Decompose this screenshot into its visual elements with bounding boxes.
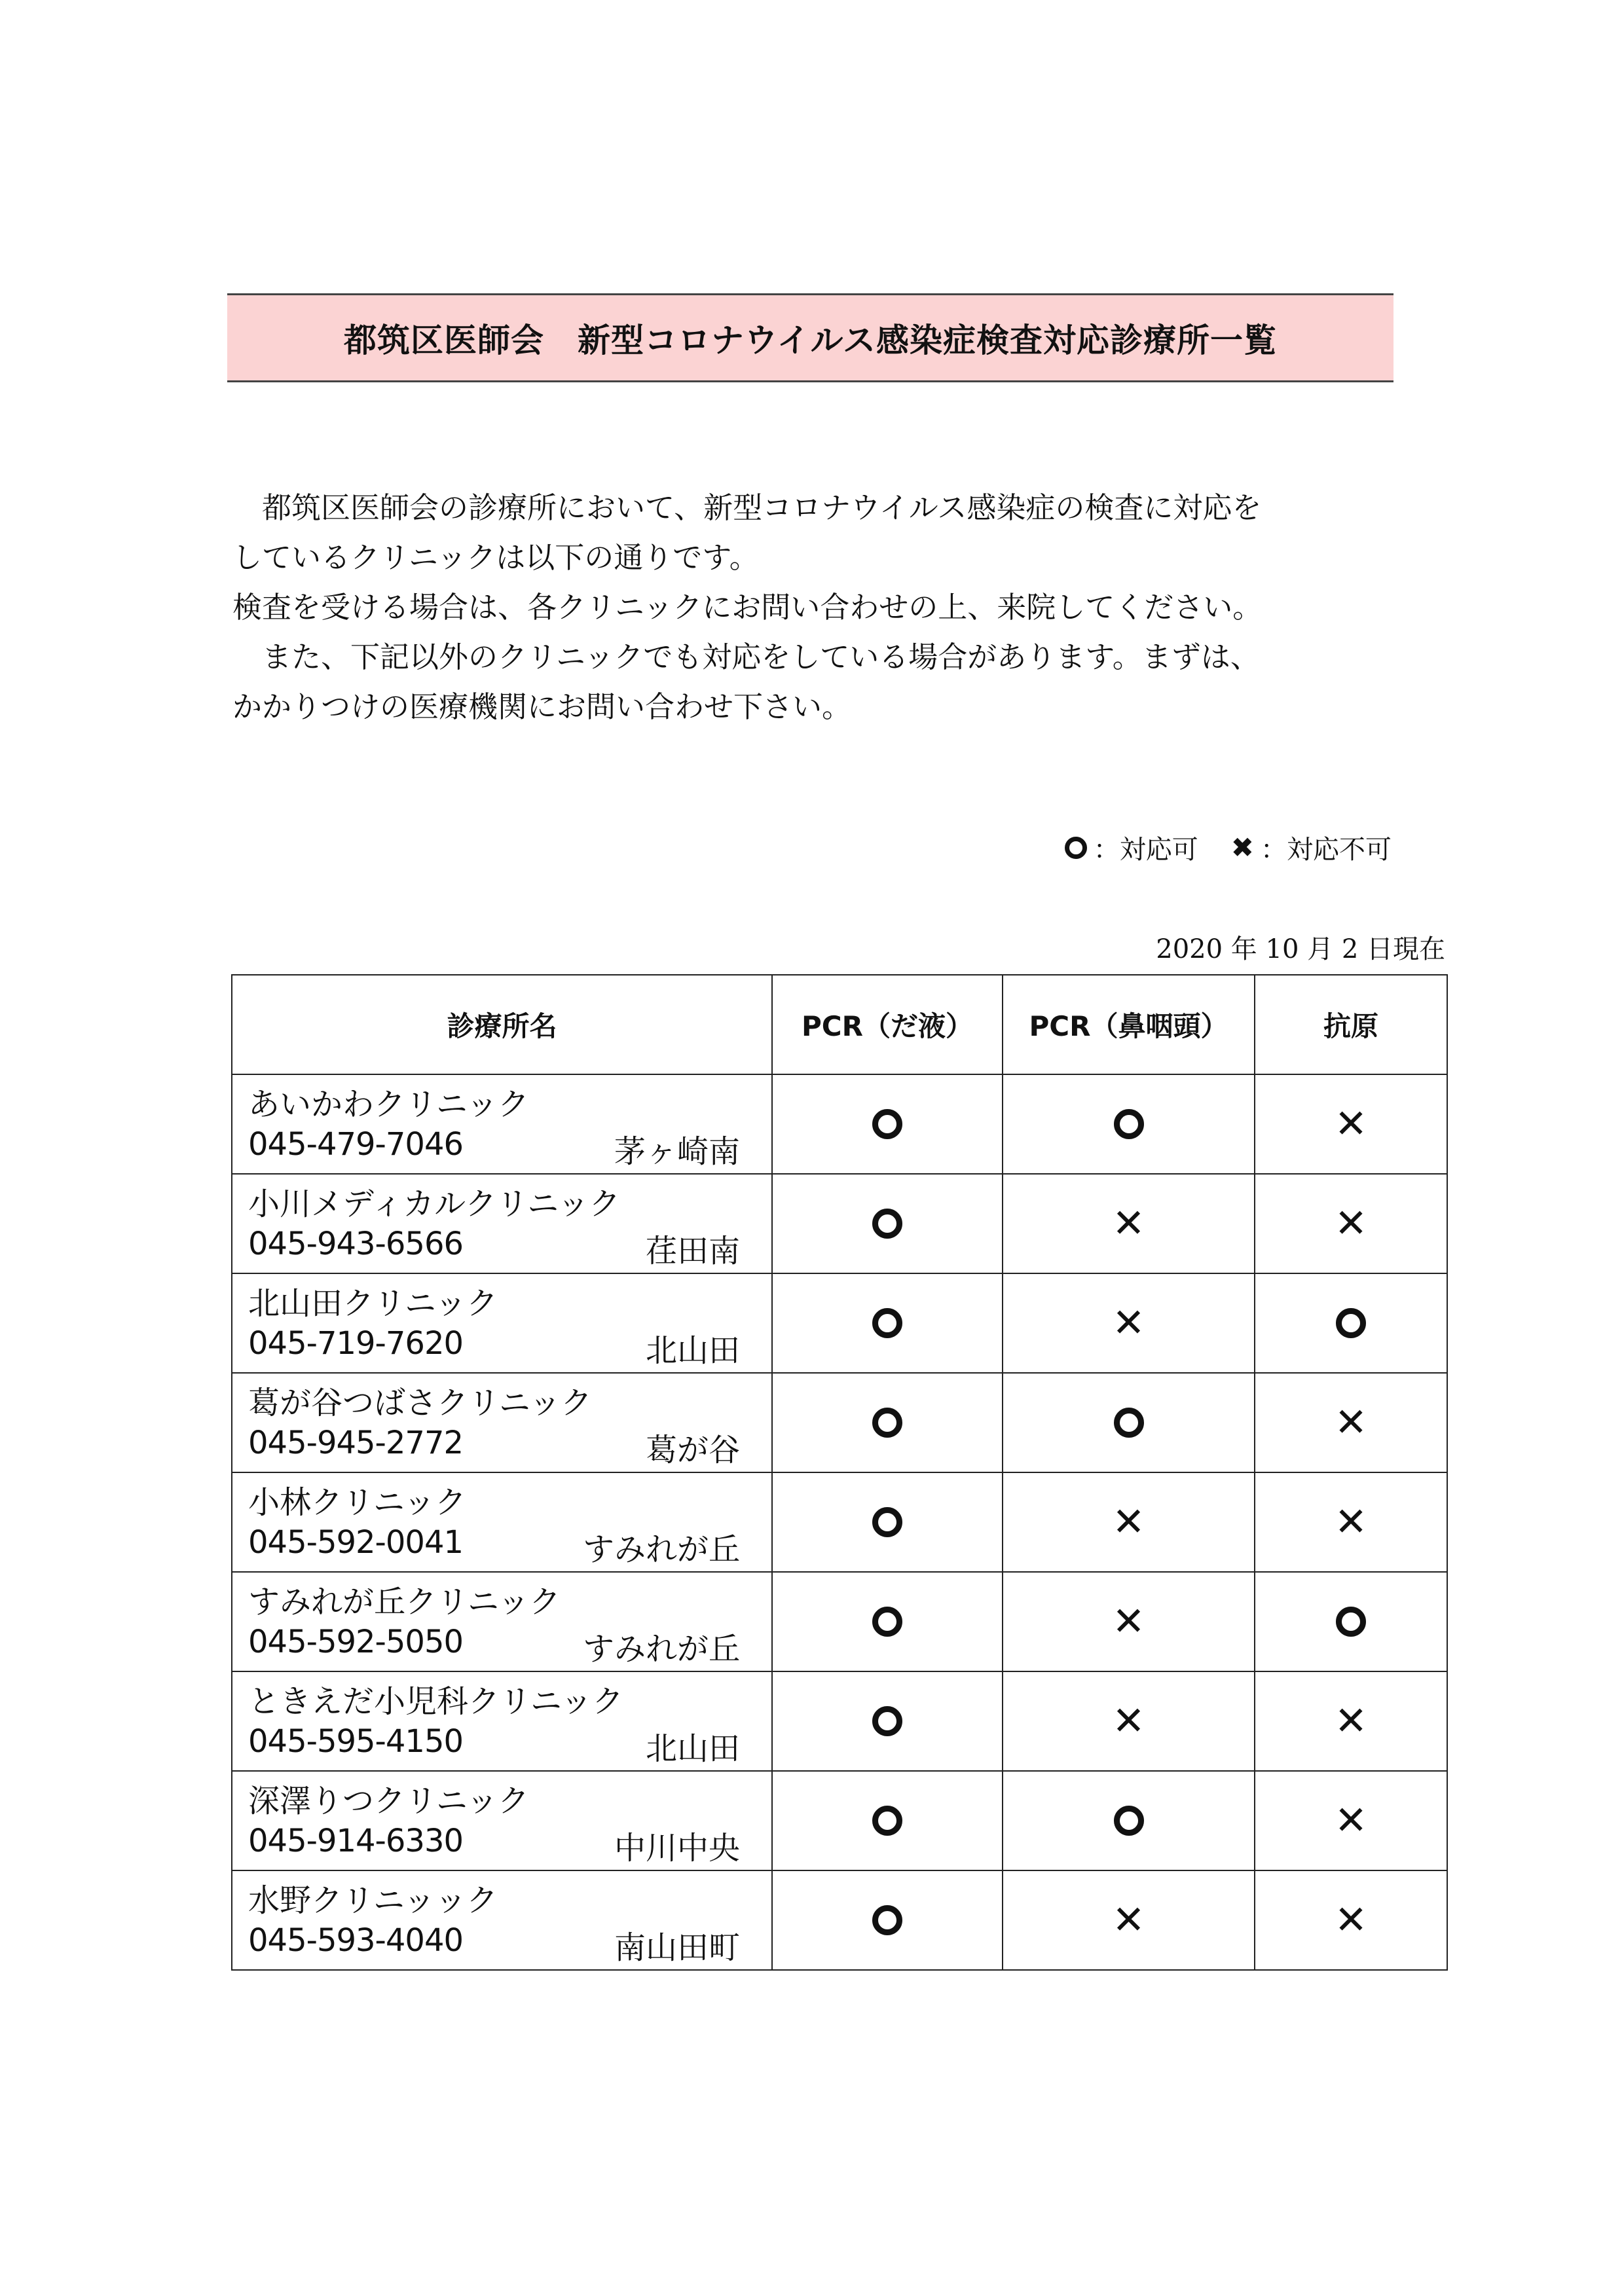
header-antigen: 抗原	[1255, 975, 1447, 1074]
cross-icon: ✕	[1112, 1300, 1145, 1346]
header-clinic-name: 診療所名	[232, 975, 772, 1074]
cross-icon: ✕	[1334, 1698, 1368, 1744]
cross-icon: ✕	[1334, 1499, 1368, 1545]
antigen-cell	[1255, 1074, 1447, 1174]
antigen-cell	[1255, 1174, 1447, 1273]
table-row	[232, 1771, 1447, 1870]
intro-text	[232, 483, 1411, 732]
cross-icon: ✕	[1334, 1201, 1368, 1247]
cross-icon: ✖	[1230, 831, 1254, 864]
cross-icon: ✕	[1112, 1499, 1145, 1545]
pcr-saliva-cell	[772, 1472, 1003, 1572]
clinic-phone: 045-943-6566	[248, 1226, 464, 1262]
pcr-saliva-cell	[772, 1373, 1003, 1472]
cross-icon: ✕	[1112, 1599, 1145, 1645]
clinic-area: 茅ヶ崎南	[614, 1133, 740, 1170]
legend-ng-label: ：対応不可	[1261, 835, 1392, 865]
legend-ok-label: ：対応可	[1093, 835, 1198, 865]
clinic-phone: 045-592-5050	[248, 1624, 464, 1660]
cross-icon: ✕	[1334, 1897, 1368, 1943]
table-row	[232, 1870, 1447, 1970]
circle-icon	[872, 1408, 902, 1438]
antigen-cell	[1255, 1771, 1447, 1870]
legend	[1065, 829, 1392, 866]
clinic-area: すみれが丘	[582, 1631, 740, 1667]
antigen-cell	[1255, 1472, 1447, 1572]
circle-icon	[1114, 1806, 1144, 1836]
clinic-rows	[232, 1074, 1447, 1970]
intro-line: 検査を受ける場合は、各クリニックにお問い合わせの上、来院してください。	[232, 590, 1263, 625]
circle-icon	[872, 1607, 902, 1637]
header-pcr-saliva: PCR（だ液）	[772, 975, 1003, 1074]
pcr-nasal-cell	[1003, 1472, 1255, 1572]
pcr-saliva-cell	[772, 1074, 1003, 1174]
clinic-info-cell	[232, 1771, 772, 1870]
clinic-name: すみれが丘クリニック	[248, 1584, 561, 1620]
clinic-info-cell	[232, 1174, 772, 1273]
circle-icon	[872, 1905, 902, 1935]
circle-icon	[872, 1308, 902, 1338]
antigen-cell	[1255, 1373, 1447, 1472]
header-pcr-nasal: PCR（鼻咽頭）	[1003, 975, 1255, 1074]
circle-icon	[872, 1706, 902, 1736]
pcr-nasal-cell	[1003, 1671, 1255, 1771]
clinic-phone: 045-914-6330	[248, 1823, 464, 1859]
clinic-name: 水野クリニッック	[248, 1882, 498, 1919]
clinic-name: 小川メディカルクリニック	[248, 1186, 621, 1222]
clinic-phone: 045-595-4150	[248, 1723, 464, 1760]
table-row	[232, 1572, 1447, 1671]
antigen-cell	[1255, 1572, 1447, 1671]
clinic-info-cell	[232, 1472, 772, 1572]
clinic-phone: 045-592-0041	[248, 1524, 464, 1561]
circle-icon	[872, 1806, 902, 1836]
pcr-nasal-cell	[1003, 1373, 1255, 1472]
clinic-name: 葛が谷つばさクリニック	[248, 1385, 593, 1421]
clinic-info-cell	[232, 1671, 772, 1771]
clinic-phone: 045-945-2772	[248, 1425, 464, 1461]
clinic-area: 北山田	[645, 1730, 740, 1767]
pcr-nasal-cell	[1003, 1572, 1255, 1671]
pcr-nasal-cell	[1003, 1273, 1255, 1373]
intro-line: 都筑区医師会の診療所において、新型コロナウイルス感染症の検査に対応を	[232, 490, 1262, 525]
cross-icon: ✕	[1334, 1400, 1368, 1446]
clinic-name: ときえだ小児科クリニック	[248, 1683, 624, 1720]
clinic-table	[231, 974, 1448, 1971]
intro-line: しているクリニックは以下の通りです。	[232, 540, 759, 575]
clinic-phone: 045-719-7620	[248, 1325, 464, 1362]
clinic-info-cell	[232, 1273, 772, 1373]
table-header-row	[232, 975, 1447, 1074]
pcr-saliva-cell	[772, 1870, 1003, 1970]
pcr-saliva-cell	[772, 1174, 1003, 1273]
table-row	[232, 1074, 1447, 1174]
as-of-date: 2020 年 10 月 2 日現在	[1156, 934, 1445, 964]
circle-icon	[1336, 1607, 1366, 1637]
table-row	[232, 1373, 1447, 1472]
antigen-cell	[1255, 1273, 1447, 1373]
cross-icon: ✕	[1334, 1798, 1368, 1844]
clinic-area: 北山田	[645, 1332, 740, 1369]
cross-icon: ✕	[1334, 1101, 1368, 1147]
clinic-name: 小林クリニック	[248, 1484, 467, 1521]
intro-line: かかりつけの医療機関にお問い合わせ下さい。	[232, 689, 852, 724]
pcr-nasal-cell	[1003, 1771, 1255, 1870]
circle-icon	[872, 1109, 902, 1139]
clinic-phone: 045-479-7046	[248, 1126, 464, 1163]
pcr-saliva-cell	[772, 1273, 1003, 1373]
cross-icon: ✕	[1112, 1698, 1145, 1744]
pcr-nasal-cell	[1003, 1870, 1255, 1970]
clinic-info-cell	[232, 1572, 772, 1671]
circle-icon	[1114, 1109, 1144, 1139]
clinic-area: 荏田南	[645, 1233, 740, 1269]
cross-icon: ✕	[1112, 1201, 1145, 1247]
antigen-cell	[1255, 1870, 1447, 1970]
clinic-info-cell	[232, 1373, 772, 1472]
circle-icon	[872, 1507, 902, 1537]
clinic-area: すみれが丘	[582, 1531, 740, 1568]
clinic-area: 中川中央	[614, 1830, 740, 1867]
circle-icon	[872, 1209, 902, 1239]
antigen-cell	[1255, 1671, 1447, 1771]
pcr-saliva-cell	[772, 1771, 1003, 1870]
clinic-info-cell	[232, 1870, 772, 1970]
clinic-name: 北山田クリニック	[248, 1285, 498, 1322]
table-row	[232, 1174, 1447, 1273]
title-banner	[227, 293, 1393, 382]
pcr-nasal-cell	[1003, 1074, 1255, 1174]
circle-icon	[1065, 837, 1087, 859]
clinic-area: 南山田町	[614, 1929, 740, 1966]
intro-line: また、下記以外のクリニックでも対応をしている場合があります。まずは、	[232, 640, 1260, 674]
page-title: 都筑区医師会 新型コロナウイルス感染症検査対応診療所一覧	[344, 321, 1277, 359]
table-row	[232, 1671, 1447, 1771]
pcr-saliva-cell	[772, 1572, 1003, 1671]
pcr-nasal-cell	[1003, 1174, 1255, 1273]
circle-icon	[1114, 1408, 1144, 1438]
cross-icon: ✕	[1112, 1897, 1145, 1943]
clinic-area: 葛が谷	[645, 1432, 740, 1468]
pcr-saliva-cell	[772, 1671, 1003, 1771]
table-row	[232, 1273, 1447, 1373]
circle-icon	[1336, 1308, 1366, 1338]
clinic-name: あいかわクリニック	[248, 1086, 530, 1123]
clinic-phone: 045-593-4040	[248, 1922, 464, 1959]
clinic-info-cell	[232, 1074, 772, 1174]
clinic-name: 深澤りつクリニック	[248, 1783, 530, 1819]
table-row	[232, 1472, 1447, 1572]
